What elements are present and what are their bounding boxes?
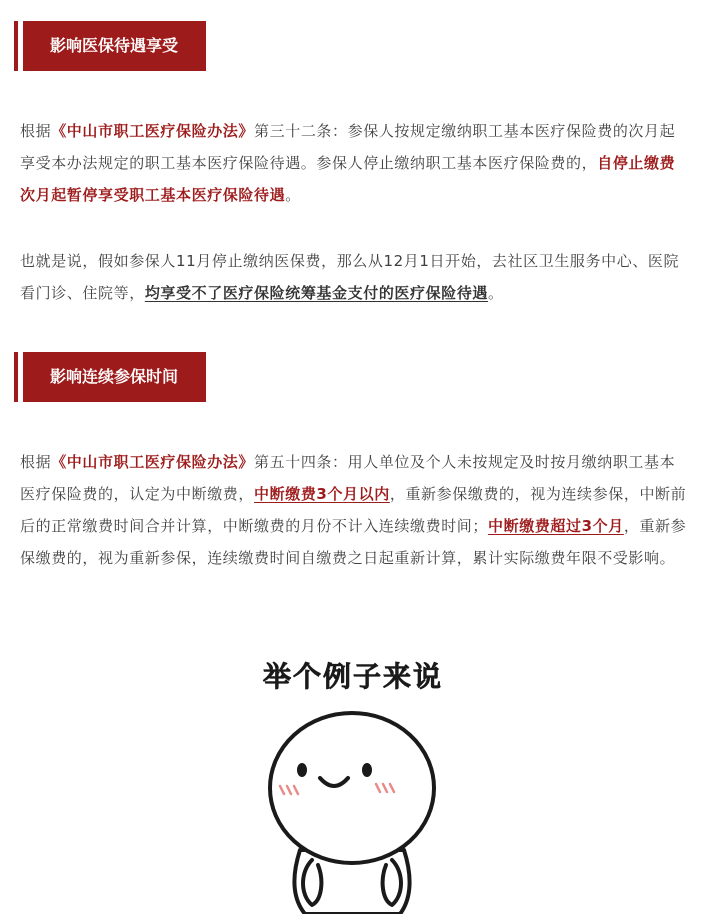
mascot-left-arm bbox=[303, 860, 321, 905]
text-end: 。 bbox=[285, 186, 301, 204]
mascot-right-arm bbox=[383, 860, 401, 905]
text-body: ，重新参保缴费的，视为连续参保，中断前后的正常缴费时间合并计算，中断缴费的月份不计入连续缴费时间； bbox=[20, 485, 687, 535]
example-title: 举个例子来说 bbox=[262, 660, 443, 693]
section-title: 影响连续参保时间 bbox=[23, 352, 206, 402]
header-accent-bar bbox=[14, 21, 18, 71]
text-body: 也就是说，假如参保人11月停止缴纳医保费，那么从12月1日开始，去社区卫生服务中心、医院看门诊、住院等， bbox=[20, 252, 680, 302]
section-title: 影响医保待遇享受 bbox=[23, 21, 206, 71]
text-prefix: 根据 bbox=[20, 453, 52, 471]
law-title: 《中山市职工医疗保险办法》 bbox=[51, 122, 255, 140]
text-body: ，重新参保缴费的，视为重新参保，连续缴费时间自缴费之日起重新计算，累计实际缴费年限不受影响。 bbox=[20, 517, 687, 567]
header-accent-bar bbox=[14, 352, 18, 402]
text-prefix: 根据 bbox=[20, 122, 52, 140]
paragraph-article-32 bbox=[20, 115, 690, 211]
mascot-right-eye bbox=[362, 763, 372, 777]
highlight-suspend-benefits: 自停止缴费次月起暂停享受职工基本医疗保险待遇 bbox=[20, 154, 676, 204]
highlight-over-3-months: 中断缴费超过3个月 bbox=[488, 517, 624, 535]
paragraph-example bbox=[20, 245, 690, 309]
highlight-no-benefits: 均享受不了医疗保险统筹基金支付的医疗保险待遇 bbox=[144, 284, 489, 302]
text-body: 第五十四条：用人单位及个人未按规定及时按月缴纳职工基本医疗保险费的，认定为中断缴费， bbox=[20, 453, 676, 503]
section-header-medical-benefits bbox=[14, 21, 206, 71]
law-title: 《中山市职工医疗保险办法》 bbox=[51, 453, 255, 471]
text-end: 。 bbox=[488, 284, 504, 302]
paragraph-article-54 bbox=[20, 446, 690, 574]
text-body: 第三十二条：参保人按规定缴纳职工基本医疗保险费的次月起享受本办法规定的职工基本医疗保险待遇。参保人停止缴纳职工基本医疗保险费的， bbox=[20, 122, 676, 172]
highlight-within-3-months: 中断缴费3个月以内 bbox=[254, 485, 390, 503]
section-header-continuous-insurance bbox=[14, 352, 206, 402]
mascot-left-eye bbox=[297, 763, 307, 777]
mascot-illustration bbox=[0, 700, 706, 914]
